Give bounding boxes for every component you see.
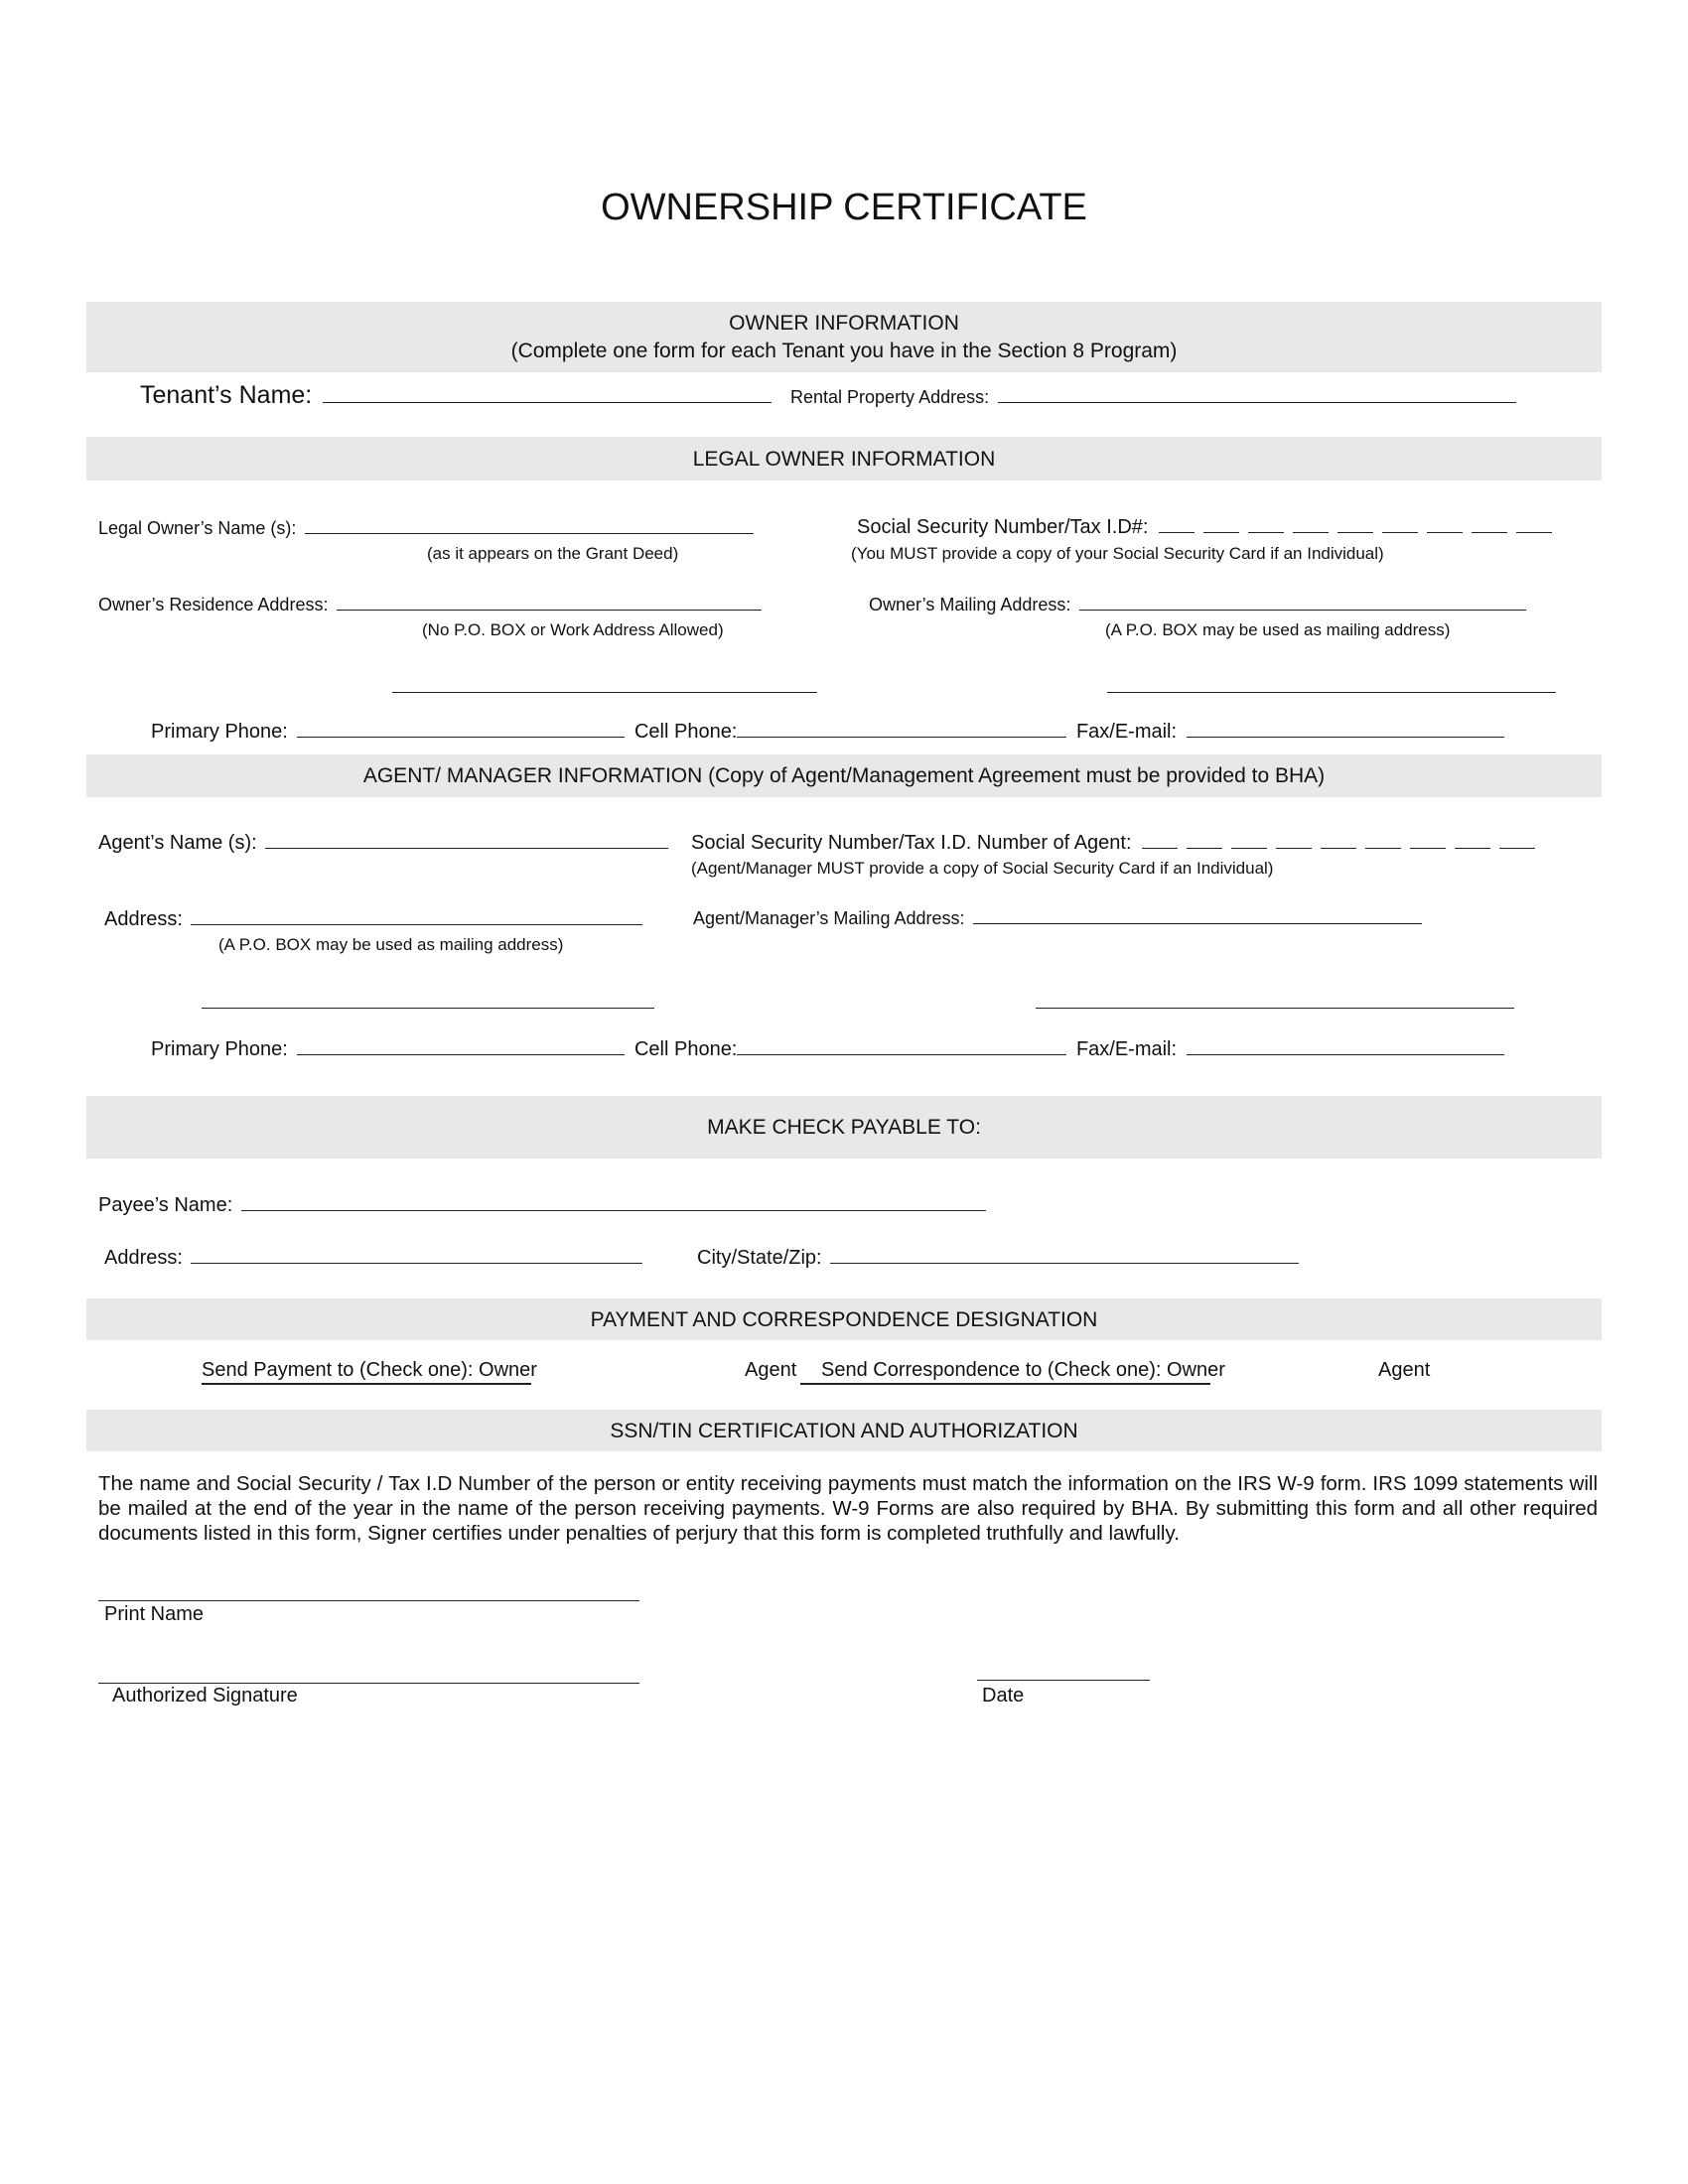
owner-residence-label: Owner’s Residence Address: xyxy=(98,595,329,614)
agent-heading: AGENT/ MANAGER INFORMATION (Copy of Agent/Management Agreement must be provided to BHA) xyxy=(362,764,1326,787)
agent-cell-phone-input[interactable] xyxy=(737,1053,1066,1055)
owner-info-subheading: (Complete one form for each Tenant you have in the Section 8 Program) xyxy=(510,340,1178,362)
signature-label: Authorized Signature xyxy=(112,1685,298,1706)
agent-mailing-input[interactable] xyxy=(973,922,1422,924)
correspondence-designation xyxy=(821,1359,1225,1382)
agent-primary-phone-label: Primary Phone: xyxy=(151,1038,288,1060)
agent-name-label: Agent’s Name (s): xyxy=(98,832,257,854)
agent-band xyxy=(86,754,1602,797)
owner-primary-phone-label: Primary Phone: xyxy=(151,721,288,743)
tenant-name-label: Tenant’s Name: xyxy=(140,381,313,409)
owner-residence-hint: (No P.O. BOX or Work Address Allowed) xyxy=(422,620,724,639)
certification-band xyxy=(86,1410,1602,1451)
rental-address-label: Rental Property Address: xyxy=(790,387,990,407)
owner-cell-phone-label: Cell Phone: xyxy=(633,721,738,743)
page-title: OWNERSHIP CERTIFICATE xyxy=(601,187,1087,228)
correspondence-owner-option[interactable]: Owner xyxy=(1166,1359,1225,1381)
agent-ssn-field xyxy=(691,832,1535,855)
owner-ssn-field xyxy=(857,516,1552,539)
owner-ssn-hint: (You MUST provide a copy of your Social Security Card if an Individual) xyxy=(851,544,1384,563)
owner-fax-email-label: Fax/E-mail: xyxy=(1075,721,1178,743)
print-name-line[interactable] xyxy=(98,1600,639,1601)
rental-address-field xyxy=(790,387,1516,408)
payee-address-label: Address: xyxy=(104,1247,183,1269)
payee-city-field xyxy=(697,1247,1299,1270)
owner-residence-line-2[interactable] xyxy=(392,692,817,693)
date-label: Date xyxy=(982,1685,1025,1706)
owner-mailing-field xyxy=(869,595,1526,615)
payment-owner-option[interactable]: Owner xyxy=(479,1359,537,1381)
owner-primary-phone-input[interactable] xyxy=(297,736,625,738)
correspondence-label: Send Correspondence to (Check one): xyxy=(821,1359,1162,1381)
legal-owner-heading: LEGAL OWNER INFORMATION xyxy=(692,448,996,471)
agent-address-field xyxy=(104,908,642,931)
payee-name-field xyxy=(98,1194,986,1217)
agent-mailing-label: Agent/Manager’s Mailing Address: xyxy=(693,908,965,928)
owner-residence-field xyxy=(98,595,762,615)
agent-mailing-line-2[interactable] xyxy=(1036,1008,1514,1009)
payment-label: Send Payment to (Check one): xyxy=(202,1359,474,1381)
certification-paragraph: The name and Social Security / Tax I.D Number of the person or entity receiving payments must match the information on the IRS W-9 form. IRS 1099 statements will be mailed at the end of the year in the name of the person receiving payments. W-9 Forms are also required by BHA. By submitting this form and all other required documents listed in this form, Signer certifies under penalties of perjury that this form is completed truthfully and lawfully. xyxy=(98,1472,1598,1545)
owner-ssn-input[interactable] xyxy=(1159,520,1552,537)
agent-address-hint: (A P.O. BOX may be used as mailing address) xyxy=(218,935,564,954)
payee-address-field xyxy=(104,1247,642,1270)
owner-mailing-line-2[interactable] xyxy=(1107,692,1556,693)
legal-owner-name-field xyxy=(98,518,754,539)
agent-address-input[interactable] xyxy=(191,923,642,925)
print-name-label: Print Name xyxy=(104,1603,205,1625)
owner-mailing-input[interactable] xyxy=(1079,609,1526,611)
rental-address-input[interactable] xyxy=(998,401,1516,403)
payment-designation xyxy=(202,1359,537,1382)
designation-band xyxy=(86,1298,1602,1340)
agent-name-input[interactable] xyxy=(265,847,668,849)
agent-address-line-2[interactable] xyxy=(202,1008,654,1009)
payee-city-label: City/State/Zip: xyxy=(697,1247,822,1269)
agent-fax-email-label: Fax/E-mail: xyxy=(1075,1038,1178,1060)
owner-mailing-label: Owner’s Mailing Address: xyxy=(869,595,1071,614)
owner-phone-row xyxy=(151,721,1504,744)
legal-owner-name-hint: (as it appears on the Grant Deed) xyxy=(427,544,679,563)
agent-cell-phone-label: Cell Phone: xyxy=(633,1038,738,1060)
certification-heading: SSN/TIN CERTIFICATION AND AUTHORIZATION xyxy=(610,1420,1078,1442)
owner-fax-email-input[interactable] xyxy=(1187,736,1504,738)
tenant-name-input[interactable] xyxy=(323,401,772,403)
payee-name-input[interactable] xyxy=(241,1209,986,1211)
payee-address-input[interactable] xyxy=(191,1262,642,1264)
agent-fax-email-input[interactable] xyxy=(1187,1053,1504,1055)
agent-primary-phone-input[interactable] xyxy=(297,1053,625,1055)
payee-name-label: Payee’s Name: xyxy=(98,1194,233,1216)
owner-ssn-label: Social Security Number/Tax I.D#: xyxy=(857,516,1149,538)
payee-city-input[interactable] xyxy=(830,1262,1299,1264)
payment-agent-option[interactable]: Agent xyxy=(745,1359,797,1381)
agent-ssn-label: Social Security Number/Tax I.D. Number of Agent: xyxy=(691,832,1132,854)
tenant-name-field xyxy=(140,381,772,410)
payment-underline xyxy=(202,1383,531,1385)
owner-info-band xyxy=(86,302,1602,372)
legal-owner-name-label: Legal Owner’s Name (s): xyxy=(98,518,297,538)
designation-heading: PAYMENT AND CORRESPONDENCE DESIGNATION xyxy=(590,1308,1098,1331)
owner-mailing-hint: (A P.O. BOX may be used as mailing address) xyxy=(1105,620,1451,639)
agent-name-field xyxy=(98,832,668,855)
owner-cell-phone-input[interactable] xyxy=(737,736,1066,738)
correspondence-underline xyxy=(800,1383,1210,1385)
legal-owner-name-input[interactable] xyxy=(305,532,754,534)
agent-mailing-field xyxy=(693,908,1422,929)
signature-line[interactable] xyxy=(98,1683,639,1684)
correspondence-agent-option[interactable]: Agent xyxy=(1378,1359,1431,1381)
owner-residence-input[interactable] xyxy=(337,609,762,611)
date-line[interactable] xyxy=(977,1680,1150,1681)
legal-owner-band xyxy=(86,437,1602,480)
check-heading: MAKE CHECK PAYABLE TO: xyxy=(707,1116,981,1139)
agent-address-label: Address: xyxy=(104,908,183,930)
check-band xyxy=(86,1096,1602,1159)
agent-ssn-hint: (Agent/Manager MUST provide a copy of Social Security Card if an Individual) xyxy=(691,859,1274,878)
agent-phone-row xyxy=(151,1038,1504,1061)
owner-info-heading: OWNER INFORMATION xyxy=(729,312,959,335)
agent-ssn-input[interactable] xyxy=(1142,836,1535,853)
